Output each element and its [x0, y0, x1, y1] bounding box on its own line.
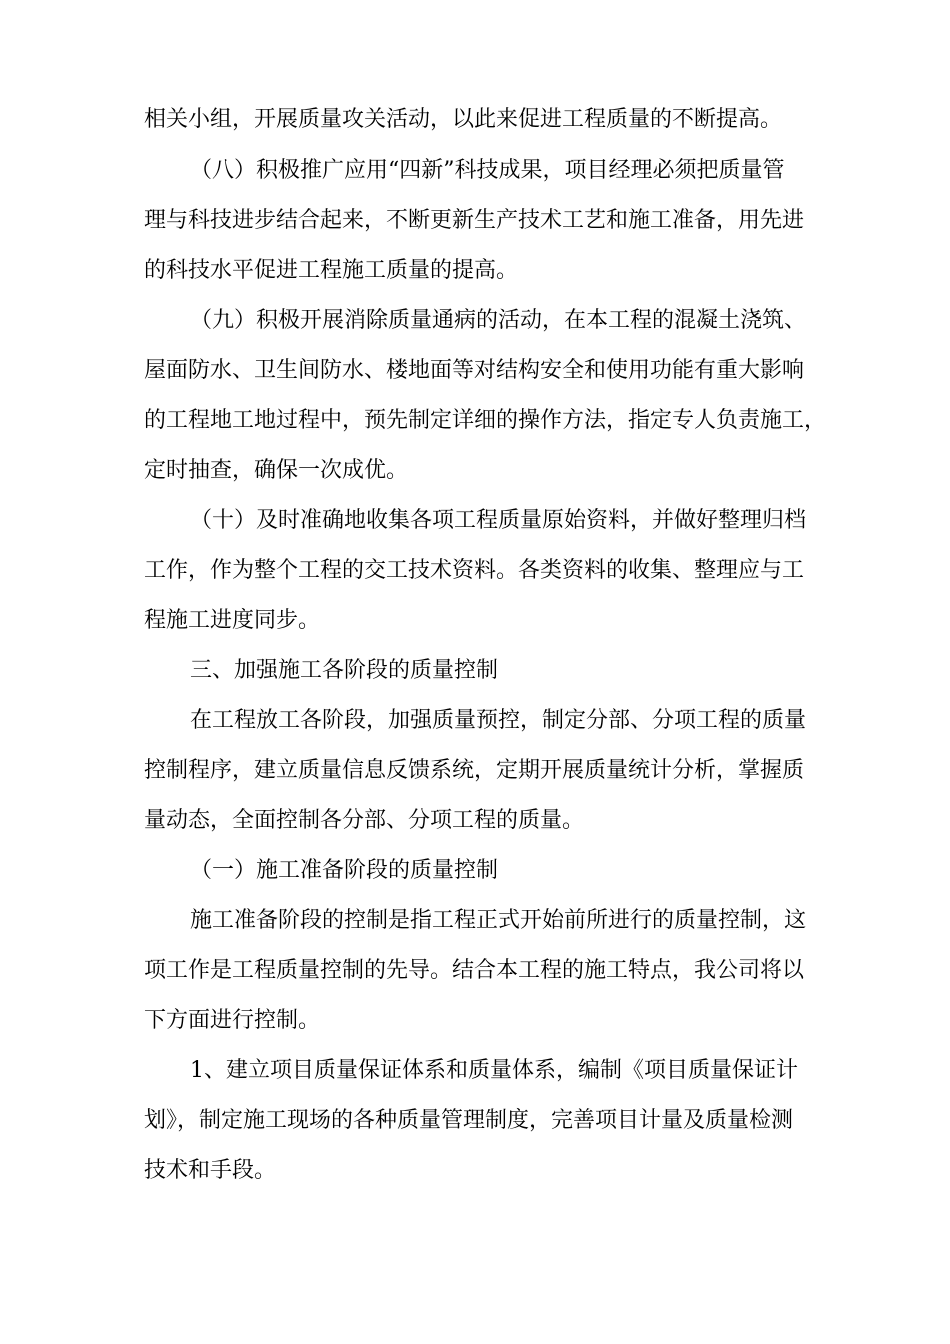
- text-line: 划》，制定施工现场的各种质量管理制度，完善项目计量及质量检测: [144, 1108, 794, 1133]
- text-line: 1、建立项目质量保证体系和质量体系，编制《项目质量保证计: [190, 1058, 798, 1083]
- text-line: 工作，作为整个工程的交工技术资料。各类资料的收集、整理应与工: [144, 558, 805, 583]
- subsection-heading: （一）施工准备阶段的质量控制: [190, 858, 499, 883]
- text-line: 的科技水平促进工程施工质量的提高。: [144, 258, 519, 283]
- text-line: （九）积极开展消除质量通病的活动，在本工程的混凝土浇筑、: [190, 308, 807, 333]
- text-line: 量动态，全面控制各分部、分项工程的质量。: [144, 808, 585, 833]
- text-line: 施工准备阶段的控制是指工程正式开始前所进行的质量控制，这: [190, 908, 807, 933]
- text-line: 定时抽查，确保一次成优。: [144, 458, 409, 483]
- text-line: 项工作是工程质量控制的先导。结合本工程的施工特点，我公司将以: [144, 958, 805, 983]
- text-line: （十）及时准确地收集各项工程质量原始资料，并做好整理归档: [190, 508, 807, 533]
- text-line: 相关小组，开展质量攻关活动，以此来促进工程质量的不断提高。: [144, 107, 783, 132]
- text-line: 下方面进行控制。: [144, 1008, 321, 1033]
- text-line: 在工程放工各阶段，加强质量预控，制定分部、分项工程的质量: [190, 708, 807, 733]
- text-line: 理与科技进步结合起来，不断更新生产技术工艺和施工准备，用先进: [144, 208, 805, 233]
- text-line: 控制程序，建立质量信息反馈系统，定期开展质量统计分析，掌握质: [144, 758, 805, 783]
- text-line: 的工程地工地过程中，预先制定详细的操作方法，指定专人负责施工，: [144, 408, 827, 433]
- text-line: 技术和手段。: [144, 1158, 277, 1183]
- text-line: 屋面防水、卫生间防水、楼地面等对结构安全和使用功能有重大影响: [144, 358, 805, 383]
- text-line: 程施工进度同步。: [144, 608, 321, 633]
- section-heading: 三、加强施工各阶段的质量控制: [190, 658, 499, 683]
- text-line: （八）积极推广应用“四新”科技成果，项目经理必须把质量管: [190, 158, 785, 183]
